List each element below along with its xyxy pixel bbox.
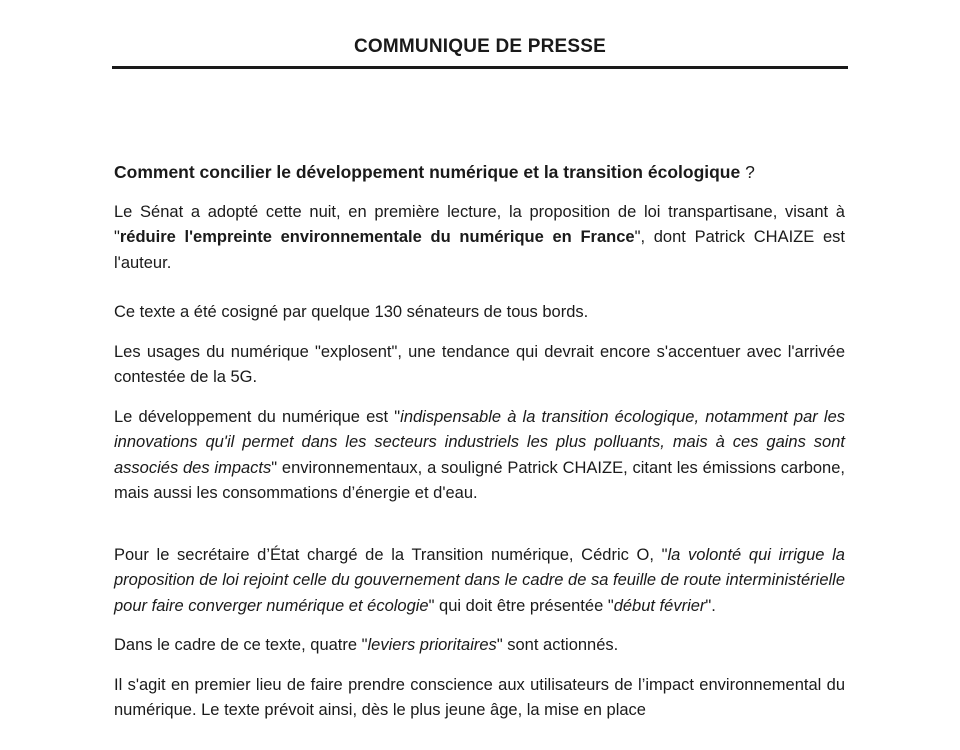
section-heading-tail: ? <box>740 162 755 182</box>
paragraph-cosigners: Ce texte a été cosigné par quelque 130 sénateurs de tous bords. <box>114 303 589 321</box>
paragraph-adoption <box>114 200 845 277</box>
paragraph-adoption-text-a: Le Sénat a adopté cette nuit, en première lecture, la proposition de loi transpartisane, visant à " <box>114 202 845 246</box>
paragraph-levers-text-a: Dans le cadre de ce texte, quatre " <box>114 636 368 654</box>
document-body <box>114 160 845 738</box>
header-divider <box>112 66 848 69</box>
paragraph-adoption-text-c: ", dont Patrick CHAIZE est l'auteur. <box>114 228 845 272</box>
section-heading <box>114 160 845 186</box>
paragraph-adoption-bold: réduire l'empreinte environnementale du numérique en France <box>119 228 635 246</box>
paragraph-secretary-text-c: " qui doit être présentée " <box>428 596 614 615</box>
paragraph-development <box>114 405 845 507</box>
paragraph-development-quote: indispensable à la transition écologique, notamment par les innovations qu'il permet dans les secteurs industriels les plus polluants, mais à ces gains sont associés des impacts <box>114 407 845 477</box>
paragraph-awareness: Il s'agit en premier lieu de faire prendre conscience aux utilisateurs de l’impact environnemental du numérique. Le texte prévoit ainsi, dès le plus jeune âge, la mise en place <box>114 675 845 719</box>
paragraph-development-text-a: Le développement du numérique est " <box>114 407 401 426</box>
paragraph-levers-quote: leviers prioritaires <box>367 636 497 654</box>
paragraph-development-text-c: " environnementaux, a souligné Patrick CHAIZE, citant les émissions carbone, mais aussi les consommations d’énergie et d'eau. <box>114 458 845 502</box>
paragraph-secretary-text-a: Pour le secrétaire d’État chargé de la Transition numérique, Cédric O, " <box>114 545 668 564</box>
press-release-title: COMMUNIQUE DE PRESSE <box>353 36 607 57</box>
paragraph-levers <box>114 633 845 659</box>
paragraph-secretary-date: début février <box>613 596 706 615</box>
paragraph-secretary-quote: la volonté qui irrigue la proposition de loi rejoint celle du gouvernement dans le cadre de sa feuille de route interministérielle pour faire converger numérique et écologie <box>114 545 846 615</box>
paragraph-usages: Les usages du numérique "explosent", une tendance qui devrait encore s'accentuer avec l'arrivée contestée de la 5G. <box>114 342 845 386</box>
section-heading-bold: Comment concilier le développement numérique et la transition écologique <box>114 162 741 182</box>
paragraph-secretary <box>114 543 845 620</box>
paragraph-levers-text-c: " sont actionnés. <box>496 636 619 654</box>
paragraph-secretary-text-d: ". <box>705 596 716 615</box>
